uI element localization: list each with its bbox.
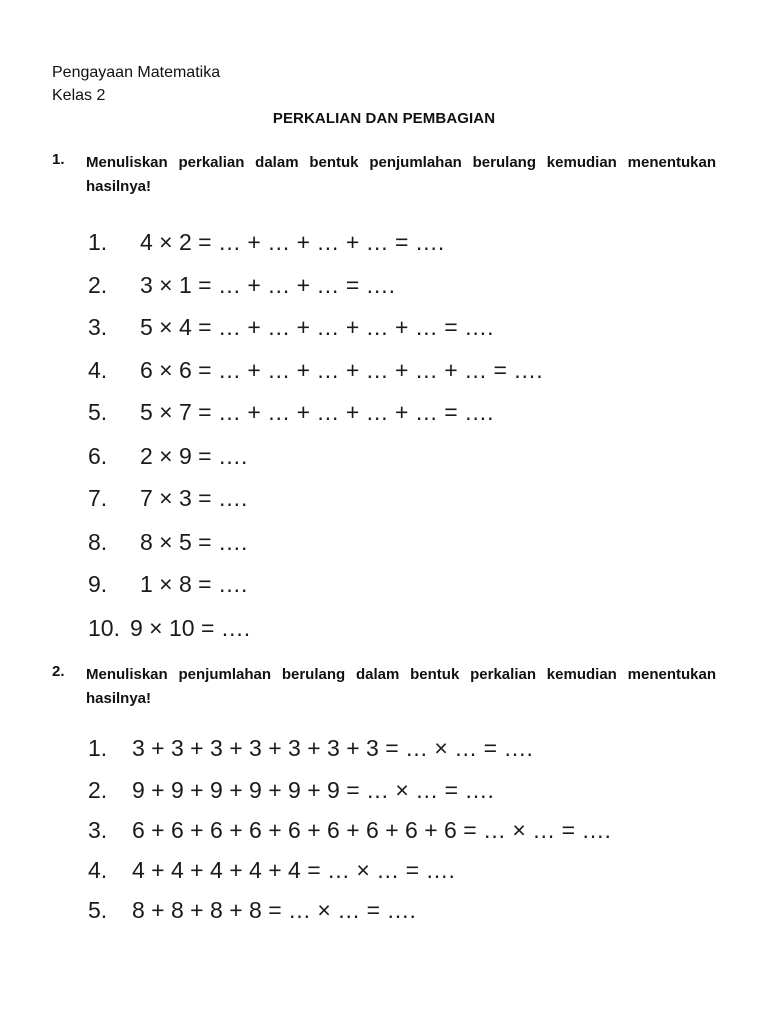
subject-label: Pengayaan Matematika	[52, 64, 221, 81]
section-1-instruction: Menuliskan perkalian dalam bentuk penjumlahan berulang kemudian menentukan hasilnya!	[86, 154, 716, 195]
problem-row	[88, 268, 395, 302]
problem-number: 4.	[88, 857, 108, 883]
problem-expression: 8 + 8 + 8 + 8 = … × … = ….	[132, 897, 416, 923]
section-1-number: 1.	[52, 151, 65, 168]
problem-expression: 5 × 4 = … + … + … + … + … = ….	[140, 314, 494, 340]
problem-expression: 9 × 10 = ….	[130, 615, 251, 641]
problem-expression: 4 + 4 + 4 + 4 + 4 = … × … = ….	[132, 857, 455, 883]
problem-number: 3.	[88, 314, 108, 340]
problem-number: 5.	[88, 399, 108, 425]
problem-row	[88, 525, 247, 559]
class-label: Kelas 2	[52, 87, 106, 104]
problem-expression: 7 × 3 = ….	[140, 485, 248, 511]
problem-expression: 5 × 7 = … + … + … + … + … = ….	[140, 399, 494, 425]
problem-number: 2.	[88, 272, 108, 298]
problem-row	[88, 310, 493, 344]
problem-expression: 6 × 6 = … + … + … + … + … + … = ….	[140, 357, 543, 383]
problem-number: 4.	[88, 357, 108, 383]
problem-row	[88, 611, 250, 645]
problem-expression: 3 × 1 = … + … + … = ….	[140, 272, 396, 298]
problem-number: 9.	[88, 571, 108, 597]
problem-row	[88, 439, 247, 473]
problem-expression: 9 + 9 + 9 + 9 + 9 + 9 = … × … = ….	[132, 777, 494, 803]
problem-number: 2.	[88, 777, 108, 803]
problem-number: 5.	[88, 897, 108, 923]
problem-number: 6.	[88, 443, 108, 469]
problem-row	[88, 225, 444, 259]
problem-expression: 1 × 8 = ….	[140, 571, 248, 597]
problem-expression: 6 + 6 + 6 + 6 + 6 + 6 + 6 + 6 + 6 = … × … = ….	[132, 817, 611, 843]
problem-expression: 8 × 5 = ….	[140, 529, 248, 555]
problem-row	[88, 567, 247, 601]
page-title: PERKALIAN DAN PEMBAGIAN	[272, 110, 496, 127]
problem-expression: 2 × 9 = ….	[140, 443, 248, 469]
problem-row	[88, 353, 543, 387]
problem-row	[88, 893, 416, 927]
problem-number: 10.	[88, 615, 120, 641]
problem-row	[88, 773, 494, 807]
problem-expression: 4 × 2 = … + … + … + … = ….	[140, 229, 445, 255]
problem-expression: 3 + 3 + 3 + 3 + 3 + 3 + 3 = … × … = ….	[132, 735, 533, 761]
problem-row	[88, 853, 455, 887]
problem-number: 8.	[88, 529, 108, 555]
problem-number: 7.	[88, 485, 108, 511]
section-2-number: 2.	[52, 663, 65, 680]
problem-row	[88, 395, 493, 429]
problem-number: 1.	[88, 229, 108, 255]
problem-number: 3.	[88, 817, 108, 843]
section-2-instruction: Menuliskan penjumlahan berulang dalam bentuk perkalian kemudian menentukan hasilnya!	[86, 666, 716, 707]
problem-number: 1.	[88, 735, 108, 761]
problem-row	[88, 813, 611, 847]
problem-row	[88, 481, 247, 515]
problem-row	[88, 731, 533, 765]
